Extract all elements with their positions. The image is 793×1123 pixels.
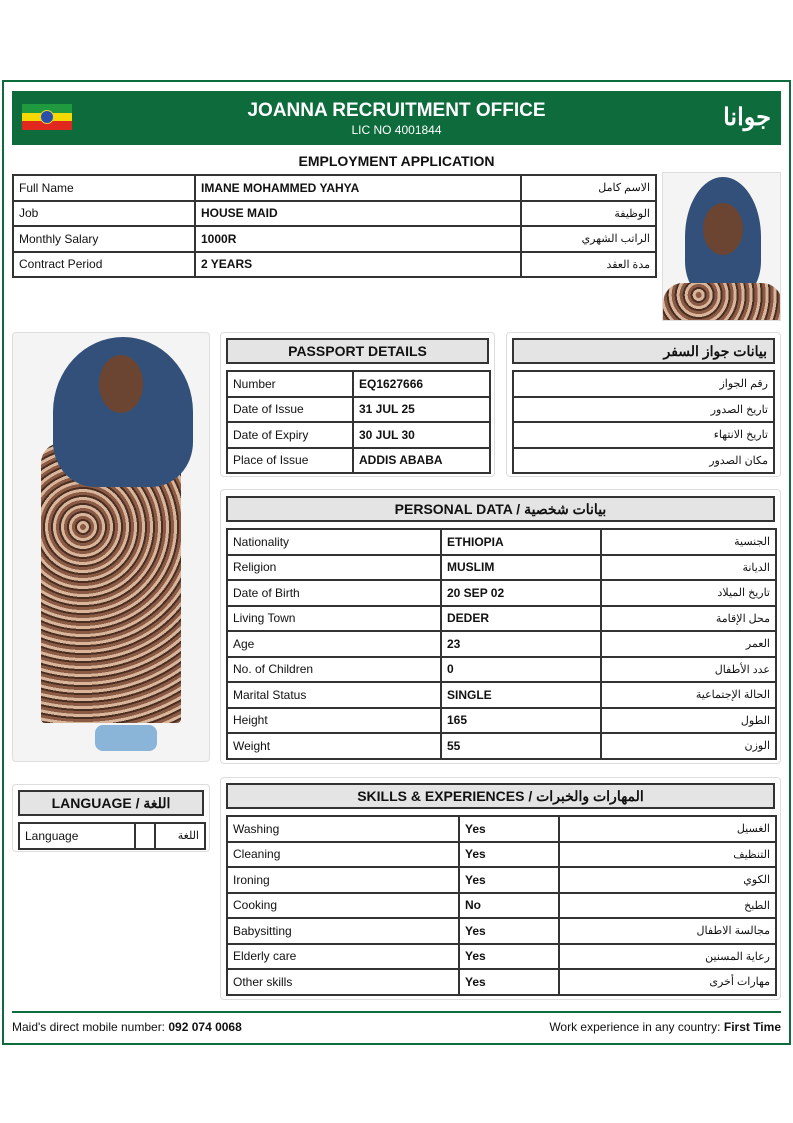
- skills-header: SKILLS & EXPERIENCES / المهارات والخبرات: [226, 783, 775, 809]
- row-label: Date of Birth: [227, 580, 441, 606]
- table-row: [513, 397, 774, 423]
- mobile-label: Maid's direct mobile number:: [12, 1020, 166, 1034]
- row-value: 1000R: [195, 226, 521, 252]
- language-header: LANGUAGE / اللغة: [18, 790, 204, 816]
- row-label-arabic: الوزن: [601, 733, 776, 759]
- row-label: Nationality: [227, 529, 441, 555]
- experience-label: Work experience in any country:: [549, 1020, 721, 1034]
- row-value: ETHIOPIA: [441, 529, 601, 555]
- row-value: 165: [441, 708, 601, 734]
- row-label-arabic: الجنسية: [601, 529, 776, 555]
- table-row: [227, 816, 776, 842]
- row-label-arabic: الطول: [601, 708, 776, 734]
- table-row: [13, 226, 656, 252]
- table-row: [227, 631, 776, 657]
- passport-arabic-table: [512, 370, 775, 474]
- passport-header-arabic: بيانات جواز السفر: [512, 338, 775, 364]
- row-label: Living Town: [227, 606, 441, 632]
- table-row: [13, 201, 656, 227]
- row-label: Age: [227, 631, 441, 657]
- row-label: Cooking: [227, 893, 459, 919]
- row-label: Place of Issue: [227, 448, 353, 474]
- table-row: [227, 893, 776, 919]
- row-label: Date of Issue: [227, 397, 353, 423]
- row-label-arabic: الحالة الإجتماعية: [601, 682, 776, 708]
- table-row: [227, 555, 776, 581]
- personal-header: PERSONAL DATA / بيانات شخصية: [226, 496, 775, 522]
- footer-divider: [12, 1011, 781, 1013]
- table-row: [227, 969, 776, 995]
- row-value: HOUSE MAID: [195, 201, 521, 227]
- row-label: Date of Expiry: [227, 422, 353, 448]
- application-title: EMPLOYMENT APPLICATION: [298, 153, 495, 169]
- row-label-arabic: تاريخ الانتهاء: [513, 422, 774, 448]
- row-label-arabic: مهارات أخرى: [559, 969, 776, 995]
- row-label: Job: [13, 201, 195, 227]
- row-label-arabic: التنظيف: [559, 842, 776, 868]
- table-row: [227, 529, 776, 555]
- row-label-arabic: رقم الجواز: [513, 371, 774, 397]
- mobile-value: 092 074 0068: [168, 1020, 242, 1034]
- row-label: Contract Period: [13, 252, 195, 278]
- row-label-arabic: عدد الأطفال: [601, 657, 776, 683]
- row-label: No. of Children: [227, 657, 441, 683]
- row-value: Yes: [459, 969, 559, 995]
- table-row: [227, 842, 776, 868]
- table-row: [19, 823, 205, 849]
- row-label: Number: [227, 371, 353, 397]
- row-value: 30 JUL 30: [353, 422, 490, 448]
- table-row: [227, 708, 776, 734]
- row-label: Language: [19, 823, 135, 849]
- row-value: IMANE MOHAMMED YAHYA: [195, 175, 521, 201]
- row-label: Height: [227, 708, 441, 734]
- row-label: Religion: [227, 555, 441, 581]
- row-label-arabic: الكوي: [559, 867, 776, 893]
- row-value: Yes: [459, 944, 559, 970]
- office-title: JOANNA RECRUITMENT OFFICE: [247, 100, 546, 121]
- row-label: Weight: [227, 733, 441, 759]
- arabic-logo: جوانا: [723, 104, 771, 131]
- table-row: [227, 944, 776, 970]
- row-label-arabic: الوظيفة: [521, 201, 656, 227]
- row-label-arabic: الاسم كامل: [521, 175, 656, 201]
- row-value: DEDER: [441, 606, 601, 632]
- table-row: [227, 606, 776, 632]
- passport-header: PASSPORT DETAILS: [226, 338, 489, 364]
- experience-value: First Time: [723, 1020, 781, 1034]
- row-value: 55: [441, 733, 601, 759]
- personal-table: [226, 528, 777, 760]
- row-value: 23: [441, 631, 601, 657]
- row-value: 2 YEARS: [195, 252, 521, 278]
- row-value: Yes: [459, 842, 559, 868]
- row-label-arabic: تاريخ الصدور: [513, 397, 774, 423]
- license-number: LIC NO 4001844: [351, 123, 442, 137]
- row-label: Other skills: [227, 969, 459, 995]
- row-label-arabic: الراتب الشهري: [521, 226, 656, 252]
- row-value: Yes: [459, 867, 559, 893]
- row-label-arabic: اللغة: [155, 823, 205, 849]
- row-value: EQ1627666: [353, 371, 490, 397]
- row-label-arabic: الغسيل: [559, 816, 776, 842]
- table-row: [227, 580, 776, 606]
- table-row: [227, 733, 776, 759]
- table-row: [227, 918, 776, 944]
- main-info-table: [12, 174, 657, 278]
- header-band: [12, 91, 781, 145]
- table-row: [13, 252, 656, 278]
- row-value: [135, 823, 155, 849]
- row-label: Marital Status: [227, 682, 441, 708]
- language-table: [18, 822, 206, 850]
- row-value: MUSLIM: [441, 555, 601, 581]
- table-row: [227, 371, 490, 397]
- row-value: 20 SEP 02: [441, 580, 601, 606]
- table-row: [227, 682, 776, 708]
- portrait-photo: [662, 172, 781, 321]
- row-label-arabic: مكان الصدور: [513, 448, 774, 474]
- table-row: [513, 422, 774, 448]
- table-row: [227, 448, 490, 474]
- table-row: [227, 422, 490, 448]
- row-label: Cleaning: [227, 842, 459, 868]
- row-label-arabic: العمر: [601, 631, 776, 657]
- row-label: Washing: [227, 816, 459, 842]
- table-row: [227, 657, 776, 683]
- skills-table: [226, 815, 777, 996]
- row-value: 31 JUL 25: [353, 397, 490, 423]
- row-value: No: [459, 893, 559, 919]
- table-row: [227, 397, 490, 423]
- work-experience: [549, 1020, 781, 1034]
- passport-table: [226, 370, 491, 474]
- row-label-arabic: الديانة: [601, 555, 776, 581]
- row-value: Yes: [459, 816, 559, 842]
- table-row: [13, 175, 656, 201]
- row-label: Elderly care: [227, 944, 459, 970]
- row-label: Babysitting: [227, 918, 459, 944]
- full-body-photo: [12, 332, 210, 762]
- table-row: [513, 371, 774, 397]
- row-label: Full Name: [13, 175, 195, 201]
- row-value: 0: [441, 657, 601, 683]
- row-label-arabic: مجالسة الاطفال: [559, 918, 776, 944]
- row-value: Yes: [459, 918, 559, 944]
- row-label-arabic: مدة العقد: [521, 252, 656, 278]
- row-value: ADDIS ABABA: [353, 448, 490, 474]
- row-label-arabic: رعاية المسنين: [559, 944, 776, 970]
- row-label-arabic: محل الإقامة: [601, 606, 776, 632]
- row-value: SINGLE: [441, 682, 601, 708]
- table-row: [513, 448, 774, 474]
- row-label: Monthly Salary: [13, 226, 195, 252]
- table-row: [227, 867, 776, 893]
- mobile-number: [12, 1020, 242, 1034]
- row-label: Ironing: [227, 867, 459, 893]
- row-label-arabic: تاريخ الميلاد: [601, 580, 776, 606]
- row-label-arabic: الطبخ: [559, 893, 776, 919]
